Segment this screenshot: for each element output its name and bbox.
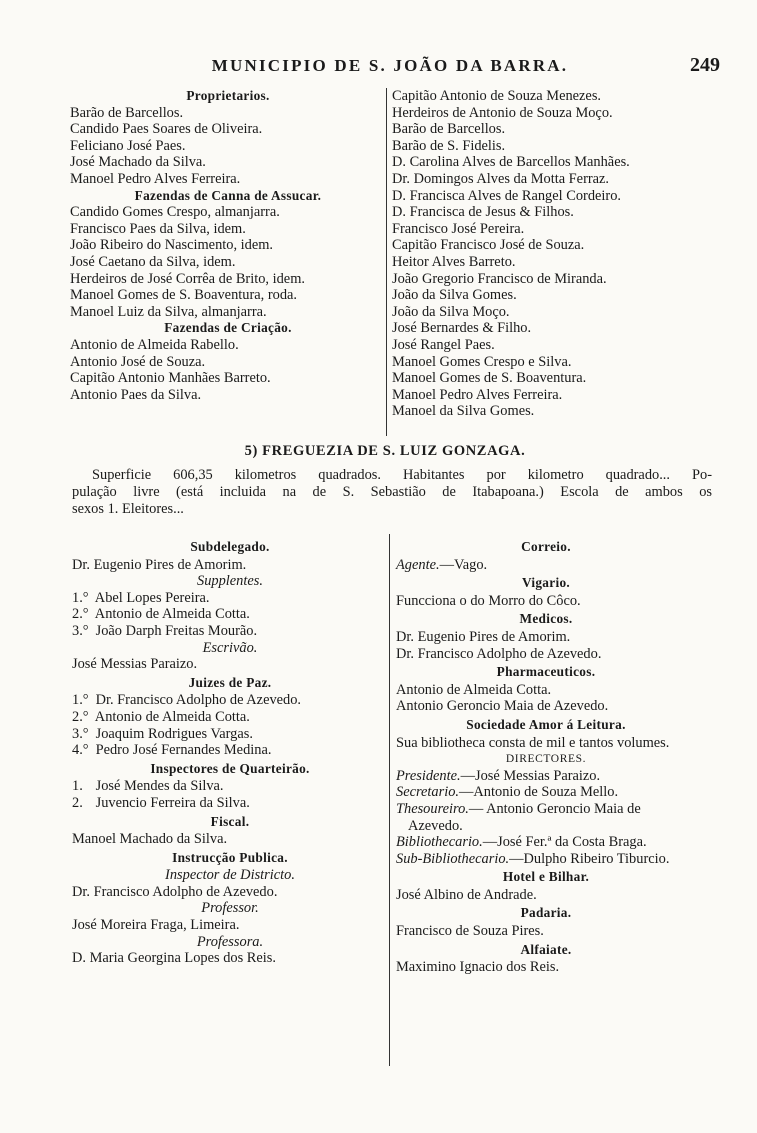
item-text: Juvencio Ferreira da Silva. xyxy=(92,794,250,811)
section-heading: Fazendas de Criação. xyxy=(164,320,292,336)
section-heading: Sociedade Amor á Leitura. xyxy=(466,716,626,732)
list-item: Maximino Ignacio dos Reis. xyxy=(396,959,560,976)
section-heading: Juizes de Paz. xyxy=(188,674,272,690)
intro-line: pulação livre (está incluida na de S. Sebastião de Itabapoana.) Escola de ambos os xyxy=(72,483,712,500)
list-item xyxy=(72,709,388,726)
item-number: 3.° xyxy=(72,622,89,639)
list-item: Candido Gomes Crespo, almanjarra. xyxy=(70,204,280,221)
item-number: 3.° xyxy=(72,725,89,742)
list-item: Barão de Barcellos. xyxy=(70,104,184,121)
list-item: Barão de Barcellos. xyxy=(392,121,506,138)
section-heading: Instrucção Publica. xyxy=(172,849,288,865)
list-item: José Rangel Paes. xyxy=(392,336,495,353)
section-heading: Alfaiate. xyxy=(520,941,572,957)
list-item: Manoel Gomes de S. Boaventura. xyxy=(392,370,587,387)
item-number: 1.° xyxy=(72,589,89,606)
director-entry xyxy=(396,801,696,834)
list-item xyxy=(72,742,388,759)
role-label: Secretario. xyxy=(396,784,460,801)
sub-heading: Escrivão. xyxy=(202,639,258,656)
paragraph: Sua bibliotheca consta de mil e tantos volumes. xyxy=(396,734,670,751)
item-text: Abel Lopes Pereira. xyxy=(92,589,210,606)
top-left-column xyxy=(70,88,386,403)
page-title: MUNICIPIO DE S. JOÃO DA BARRA. xyxy=(211,56,569,75)
list-item: José Machado da Silva. xyxy=(70,154,206,171)
list-item xyxy=(72,590,388,607)
item-number: 4.° xyxy=(72,742,89,759)
list-item: João da Silva Moço. xyxy=(392,303,510,320)
person-name: —José Messias Paraizo. xyxy=(460,767,601,784)
section-heading: Subdelegado. xyxy=(190,539,270,554)
list-item xyxy=(72,726,388,743)
intro-line: sexos 1. Eleitores... xyxy=(72,500,184,517)
list-item xyxy=(72,692,388,709)
director-entry xyxy=(396,851,696,868)
list-item: Manoel da Silva Gomes. xyxy=(392,403,535,420)
list-item: Manoel Pedro Alves Ferreira. xyxy=(392,386,563,403)
page-number: 249 xyxy=(690,54,720,76)
list-item: Dr. Domingos Alves da Motta Ferraz. xyxy=(392,170,610,187)
role-label: Thesoureiro. xyxy=(396,800,469,817)
person-name: —Vago. xyxy=(439,556,488,573)
role-label: Sub-Bibliothecario. xyxy=(396,850,510,867)
bottom-left-column xyxy=(72,537,388,967)
list-item: João da Silva Gomes. xyxy=(392,287,517,304)
section-heading: Padaria. xyxy=(520,905,572,921)
list-item: D. Francisca de Jesus & Filhos. xyxy=(392,204,574,221)
list-item: Herdeiros de Antonio de Souza Moço. xyxy=(392,104,613,121)
list-item: Antonio de Almeida Rabello. xyxy=(70,336,239,353)
list-item: D. Carolina Alves de Barcellos Manhães. xyxy=(392,154,630,171)
list-item: José Moreira Fraga, Limeira. xyxy=(72,917,240,934)
item-number: 2. xyxy=(72,794,83,811)
item-number: 1. xyxy=(72,778,83,795)
list-item: Herdeiros de José Corrêa de Brito, idem. xyxy=(70,270,305,287)
director-entry xyxy=(396,834,696,851)
item-text: Dr. Francisco Adolpho de Azevedo. xyxy=(92,692,302,709)
list-item: José Bernardes & Filho. xyxy=(392,320,532,337)
top-right-column xyxy=(392,88,692,420)
section-heading: Proprietarios. xyxy=(186,88,270,103)
sub-heading: Professora. xyxy=(196,933,264,950)
list-item: D. Maria Georgina Lopes dos Reis. xyxy=(72,950,276,967)
sub-heading: Inspector de Districto. xyxy=(165,867,295,884)
list-item: Francisco José Pereira. xyxy=(392,220,525,237)
list-item: Heitor Alves Barreto. xyxy=(392,253,516,270)
list-item: João Gregorio Francisco de Miranda. xyxy=(392,270,607,287)
person-name: —José Fer.ª da Costa Braga. xyxy=(482,834,647,851)
list-item xyxy=(72,606,388,623)
list-item: Dr. Eugenio Pires de Amorim. xyxy=(396,628,571,645)
section-intro xyxy=(72,467,712,517)
section-heading: Correio. xyxy=(521,539,571,554)
list-item: José Caetano da Silva, idem. xyxy=(70,253,236,270)
role-label: Presidente. xyxy=(396,767,461,784)
list-item: Antonio Geroncio Maia de Azevedo. xyxy=(396,698,609,715)
intro-line: Superficie 606,35 kilometros quadrados. Habitantes por kilometro quadrado... Po- xyxy=(92,467,712,483)
list-item xyxy=(72,623,388,640)
list-item: Dr. Francisco Adolpho de Azevedo. xyxy=(396,645,602,662)
list-item: José Albino de Andrade. xyxy=(396,886,537,903)
director-entry xyxy=(396,784,696,801)
list-item: Manoel Gomes de S. Boaventura, roda. xyxy=(70,287,297,304)
item-text: João Darph Freitas Mourão. xyxy=(92,622,258,639)
person-name: — Antonio Geroncio Maia de Azevedo. xyxy=(408,800,641,834)
list-item: Candido Paes Soares de Oliveira. xyxy=(70,121,263,138)
column-divider-top xyxy=(386,88,387,436)
running-header xyxy=(60,56,720,82)
list-item: José Messias Paraizo. xyxy=(72,656,198,673)
section-heading: Vigario. xyxy=(521,575,571,591)
list-item: Antonio Paes da Silva. xyxy=(70,386,202,403)
section-heading: Medicos. xyxy=(519,611,573,627)
list-item: Antonio José de Souza. xyxy=(70,353,206,370)
column-divider-bottom xyxy=(389,534,390,1066)
list-item: Manoel Luiz da Silva, almanjarra. xyxy=(70,303,267,320)
item-text: Joaquim Rodrigues Vargas. xyxy=(92,725,253,742)
role-label: Bibliothecario. xyxy=(396,834,483,851)
director-entry xyxy=(396,768,696,785)
item-number: 1.° xyxy=(72,692,89,709)
list-item: Funcciona o do Morro do Côco. xyxy=(396,592,581,609)
item-number: 2.° xyxy=(72,708,89,725)
list-item: Capitão Antonio Manhães Barreto. xyxy=(70,370,271,387)
list-item: Feliciano José Paes. xyxy=(70,137,186,154)
sub-heading: Professor. xyxy=(201,900,259,917)
director-entry xyxy=(396,557,696,574)
list-item: Dr. Eugenio Pires de Amorim. xyxy=(72,556,247,573)
section-heading: Inspectores de Quarteirão. xyxy=(150,760,310,776)
item-number: 2.° xyxy=(72,606,89,623)
list-item xyxy=(72,778,388,795)
list-item: Francisco Paes da Silva, idem. xyxy=(70,220,246,237)
bottom-right-column xyxy=(396,537,696,976)
list-item: Antonio de Almeida Cotta. xyxy=(396,681,552,698)
list-item: João Ribeiro do Nascimento, idem. xyxy=(70,237,274,254)
list-item: Barão de S. Fidelis. xyxy=(392,137,506,154)
list-item: D. Francisca Alves de Rangel Cordeiro. xyxy=(392,187,621,204)
section-heading: Hotel e Bilhar. xyxy=(502,869,590,885)
list-item: Manoel Pedro Alves Ferreira. xyxy=(70,170,241,187)
section-heading: Pharmaceuticos. xyxy=(496,664,596,680)
section-title: 5) FREGUEZIA DE S. LUIZ GONZAGA. xyxy=(244,443,526,459)
list-item: Capitão Antonio de Souza Menezes. xyxy=(392,88,602,104)
sub-heading: DIRECTORES. xyxy=(505,753,587,766)
item-text: José Mendes da Silva. xyxy=(92,778,224,795)
item-text: Antonio de Almeida Cotta. xyxy=(92,708,250,725)
section-heading: Fazendas de Canna de Assucar. xyxy=(134,187,322,203)
list-item: Francisco de Souza Pires. xyxy=(396,923,544,940)
role-label: Agente. xyxy=(396,556,440,573)
sub-heading: Supplentes. xyxy=(197,573,263,590)
person-name: —Antonio de Souza Mello. xyxy=(459,784,619,801)
item-text: Antonio de Almeida Cotta. xyxy=(92,606,250,623)
list-item: Manoel Machado da Silva. xyxy=(72,831,228,848)
item-text: Pedro José Fernandes Medina. xyxy=(92,742,272,759)
list-item: Manoel Gomes Crespo e Silva. xyxy=(392,353,572,370)
list-item: Capitão Francisco José de Souza. xyxy=(392,237,585,254)
section-heading: Fiscal. xyxy=(210,813,250,829)
list-item: Dr. Francisco Adolpho de Azevedo. xyxy=(72,883,278,900)
person-name: —Dulpho Ribeiro Tiburcio. xyxy=(509,850,670,867)
list-item xyxy=(72,795,388,812)
